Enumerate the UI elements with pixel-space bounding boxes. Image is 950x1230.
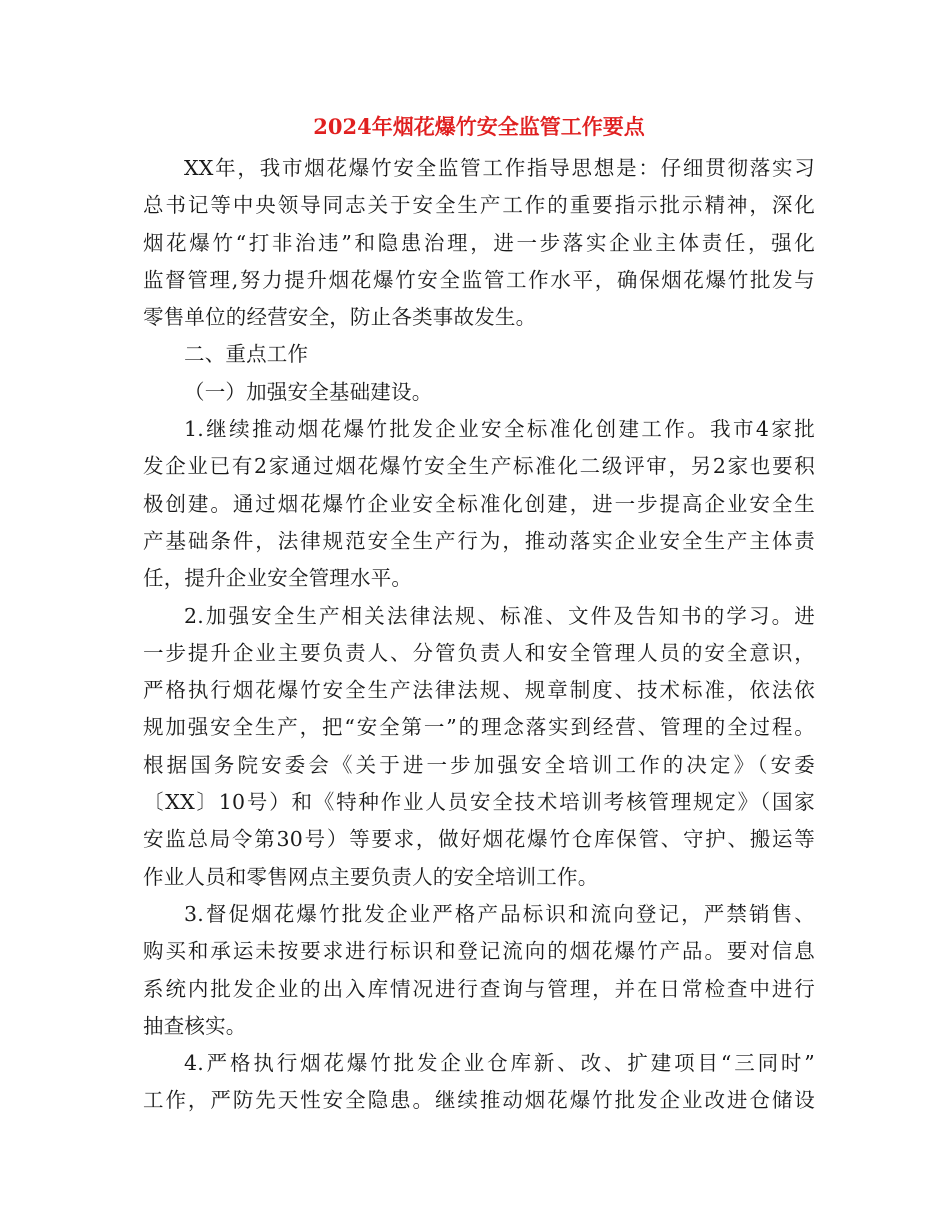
paragraph-line: 4.严格执行烟花爆竹批发企业仓库新、改、扩建项目“三同时” xyxy=(184,1051,815,1076)
paragraph-line: 严格执行烟花爆竹安全生产法律法规、规章制度、技术标准，依法依 xyxy=(143,678,815,703)
subsection-heading: （一）加强安全基础建设。 xyxy=(184,379,433,404)
paragraph-line: 抽查核实。 xyxy=(143,1013,247,1038)
paragraph-line: 购买和承运未按要求进行标识和登记流向的烟花爆竹产品。要对信息 xyxy=(143,939,815,964)
paragraph-line: 监督管理,努力提升烟花爆竹安全监管工作水平，确保烟花爆竹批发与 xyxy=(143,267,815,292)
paragraph-line: 〔XX〕10号）和《特种作业人员安全技术培训考核管理规定》（国家 xyxy=(143,790,815,815)
paragraph-line: 1.继续推动烟花爆竹批发企业安全标准化创建工作。我市4家批 xyxy=(184,417,815,442)
paragraph-line: 系统内批发企业的出入库情况进行查询与管理，并在日常检查中进行 xyxy=(143,976,815,1001)
paragraph-line: XX年，我市烟花爆竹安全监管工作指导思想是：仔细贯彻落实习 xyxy=(184,156,815,180)
paragraph-line: 产基础条件，法律规范安全生产行为，推动落实企业安全生产主体责 xyxy=(143,528,815,553)
document-title: 2024年烟花爆竹安全监管工作要点 xyxy=(313,114,645,139)
paragraph-line: 极创建。通过烟花爆竹企业安全标准化创建，进一步提高企业安全生 xyxy=(143,491,815,516)
paragraph-line: 2.加强安全生产相关法律法规、标准、文件及告知书的学习。进 xyxy=(184,603,815,628)
paragraph-line: 工作，严防先天性安全隐患。继续推动烟花爆竹批发企业改进仓储设 xyxy=(143,1088,815,1113)
paragraph-line: 3.督促烟花爆竹批发企业严格产品标识和流向登记，严禁销售、 xyxy=(184,901,815,926)
paragraph-line: 零售单位的经营安全，防止各类事故发生。 xyxy=(143,305,537,330)
section-heading: 二、重点工作 xyxy=(184,342,309,367)
paragraph-line: 烟花爆竹“打非治违”和隐患治理，进一步落实企业主体责任，强化 xyxy=(143,230,815,255)
paragraph-line: 发企业已有2家通过烟花爆竹安全生产标准化二级评审，另2家也要积 xyxy=(143,454,815,479)
document-page xyxy=(143,112,815,1120)
paragraph-line: 任，提升企业安全管理水平。 xyxy=(143,566,413,591)
paragraph-line: 一步提升企业主要负责人、分管负责人和安全管理人员的安全意识， xyxy=(143,640,815,665)
paragraph-line: 作业人员和零售网点主要负责人的安全培训工作。 xyxy=(143,864,599,889)
paragraph-line: 总书记等中央领导同志关于安全生产工作的重要指示批示精神，深化 xyxy=(143,193,815,218)
paragraph-line: 规加强安全生产，把“安全第一”的理念落实到经营、管理的全过程。 xyxy=(143,715,815,740)
paragraph-line: 安监总局令第30号）等要求，做好烟花爆竹仓库保管、守护、搬运等 xyxy=(143,827,815,852)
paragraph-line: 根据国务院安委会《关于进一步加强安全培训工作的决定》（安委 xyxy=(143,752,815,777)
